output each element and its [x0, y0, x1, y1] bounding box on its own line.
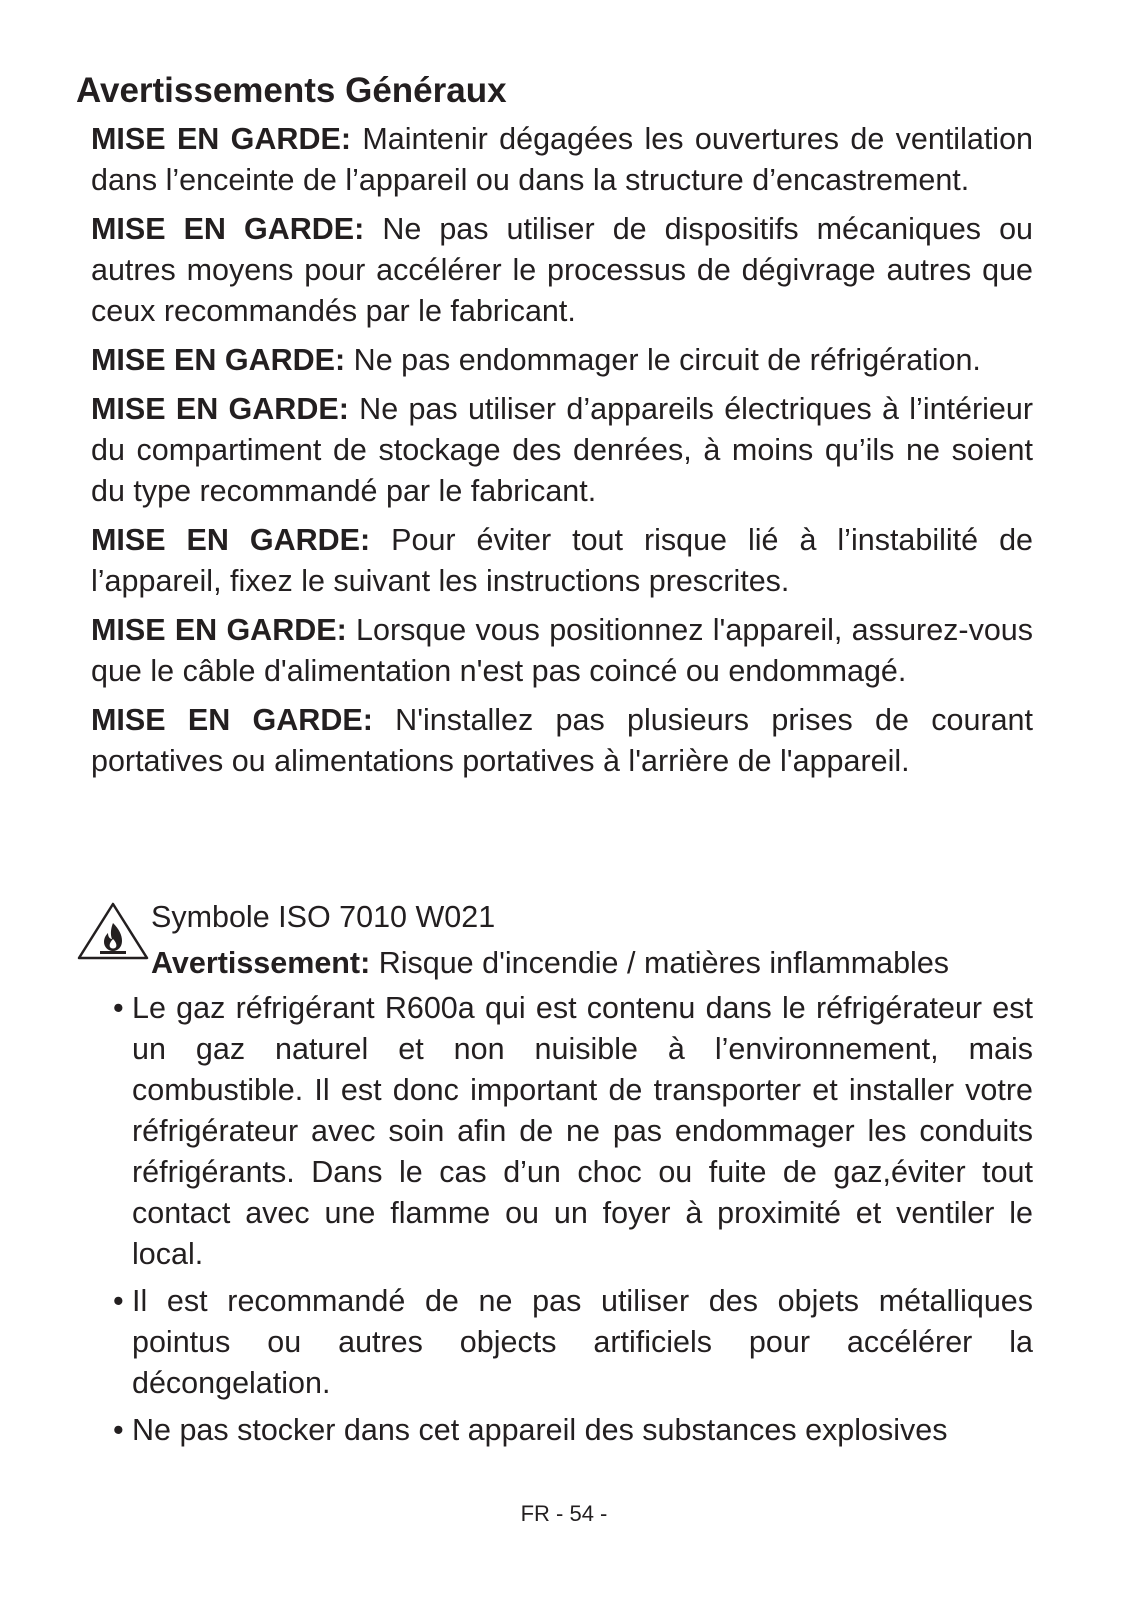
warning-paragraph [91, 520, 1033, 602]
list-item [113, 1281, 1033, 1404]
iso-warning-block [76, 897, 1048, 989]
iso-symbol-text: Symbole ISO 7010 W021 [151, 900, 496, 934]
warnings-list [91, 119, 1033, 790]
warning-paragraph [91, 389, 1033, 512]
warning-text: Ne pas endommager le circuit de réfrigération. [345, 343, 981, 377]
warning-label: MISE EN GARDE: [91, 392, 349, 426]
bullet-marker: • [113, 1284, 124, 1318]
warning-text: Lorsque vous positionnez l'appareil, assurez-vous que le câble d'alimentation n'est pas coincé ou endommagé. [91, 613, 1033, 688]
warning-paragraph [91, 119, 1033, 201]
warning-paragraph [91, 610, 1033, 692]
warning-label: MISE EN GARDE: [91, 122, 351, 156]
warning-label: MISE EN GARDE: [91, 343, 346, 377]
bullet-marker: • [113, 991, 124, 1025]
warning-text: N'installez pas plusieurs prises de courant portatives ou alimentations portatives à l'arrière de l'appareil. [91, 703, 1033, 778]
warning-paragraph [91, 209, 1033, 332]
bullet-text: Le gaz réfrigérant R600a qui est contenu dans le réfrigérateur est un gaz naturel et non nuisible à l’environnement, mais combustible. Il est donc important de transporter et installer votre réfrigérateur avec soin afin de ne pas endommager les conduits réfrigérants. Dans le cas d’un choc ou fuite de gaz,éviter tout contact avec une flamme ou un foyer à proximité et ventiler le local. [132, 991, 1033, 1271]
iso-warning-text: Risque d'incendie / matières inflammables [370, 946, 950, 980]
warning-label: MISE EN GARDE: [91, 703, 373, 737]
list-item [113, 988, 1033, 1275]
warning-label: MISE EN GARDE: [91, 613, 347, 647]
warning-label: MISE EN GARDE: [91, 212, 365, 246]
warning-paragraph [91, 700, 1033, 782]
iso-warning-line [151, 943, 949, 984]
safety-bullet-list [113, 988, 1033, 1457]
warning-text: Ne pas utiliser d’appareils électriques à l’intérieur du compartiment de stockage des denrées, à moins qu’ils ne soient du type recommandé par le fabricant. [91, 392, 1034, 508]
page-title: Avertissements Généraux [76, 71, 507, 110]
warning-label: MISE EN GARDE: [91, 523, 371, 557]
bullet-marker: • [113, 1413, 124, 1447]
warning-text: Maintenir dégagées les ouvertures de ventilation dans l’enceinte de l’appareil ou dans la structure d’encastrement. [91, 122, 1033, 197]
warning-text: Ne pas utiliser de dispositifs mécaniques ou autres moyens pour accélérer le processus de dégivrage autres que ceux recommandés par le fabricant. [91, 212, 1034, 328]
bullet-text: Il est recommandé de ne pas utiliser des objets métalliques pointus ou autres objects artificiels pour accélérer la décongelation. [132, 1284, 1033, 1400]
list-item [113, 1410, 1033, 1451]
iso-warning-label: Avertissement: [151, 946, 371, 980]
page-number: FR - 54 - [520, 1501, 608, 1526]
bullet-text: Ne pas stocker dans cet appareil des substances explosives [132, 1413, 948, 1447]
warning-paragraph [91, 340, 1033, 381]
flammable-warning-icon [76, 901, 150, 961]
warning-text: Pour éviter tout risque lié à l’instabilité de l’appareil, fixez le suivant les instructions prescrites. [91, 523, 1034, 598]
